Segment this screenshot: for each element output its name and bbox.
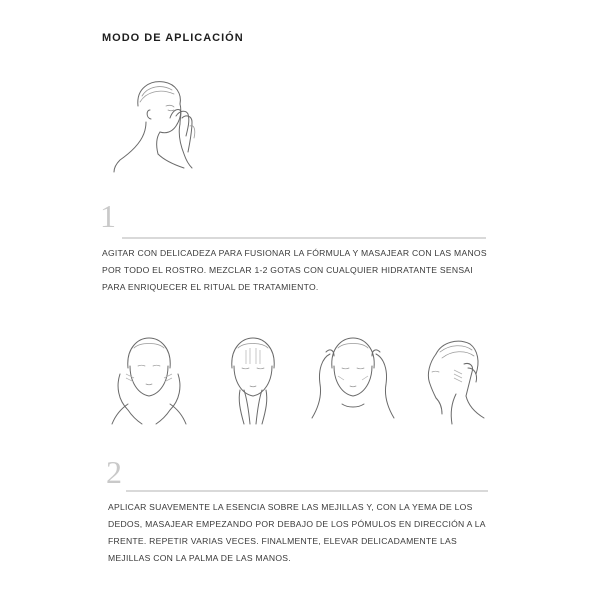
step-1-illustration <box>106 76 216 176</box>
step-2-illustration-4 <box>412 334 492 426</box>
step-1-number: 1 <box>100 198 116 234</box>
step-2-number: 2 <box>106 454 122 490</box>
step-2-illustration-2 <box>210 334 296 426</box>
step-2-illustration-3 <box>308 334 398 426</box>
step-1-text: AGITAR CON DELICADEZA PARA FUSIONAR LA FÓRMULA Y MASAJEAR CON LAS MANOS POR TODO EL ROSTRO. MEZCLAR 1-2 GOTAS CON CUALQUIER HIDRATANTE SENSAI PARA ENRIQUECER EL RITUAL DE TRATAMIENTO. <box>102 248 487 292</box>
step-2-divider <box>126 490 488 492</box>
step-1-divider <box>122 237 486 239</box>
page-title: MODO DE APLICACIÓN <box>102 32 244 44</box>
step-2-illustration-1 <box>106 334 192 426</box>
step-2-text: APLICAR SUAVEMENTE LA ESENCIA SOBRE LAS MEJILLAS Y, CON LA YEMA DE LOS DEDOS, MASAJEAR EMPEZANDO POR DEBAJO DE LOS PÓMULOS EN DIRECCIÓN A LA FRENTE. REPETIR VARIAS VECES. FINALMENTE, ELEVAR DELICADAMENTE LAS MEJILLAS CON LA PALMA DE LAS MANOS. <box>108 502 486 563</box>
